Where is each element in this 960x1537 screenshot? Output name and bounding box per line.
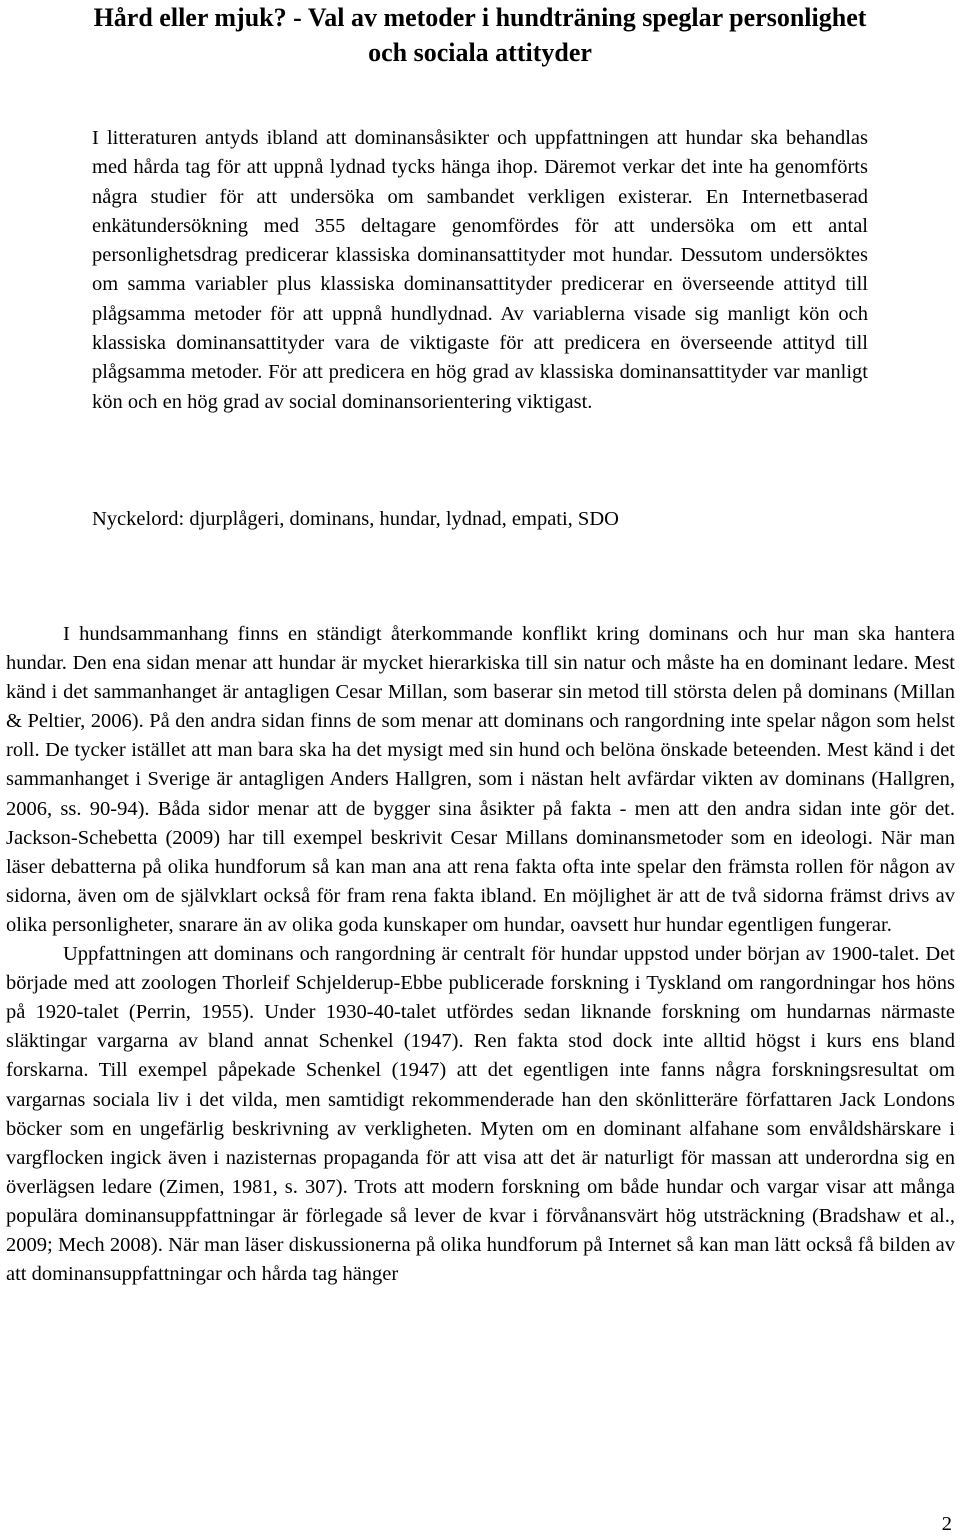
abstract: I litteraturen antyds ibland att dominansåsikter och uppfattningen att hundar ska behandlas med hårda tag för att uppnå lydnad tycks hänga ihop. Däremot verkar det inte ha genomförts några studier för att undersöka om sambandet verkligen existerar. En Internetbaserad enkätundersökning med 355 deltagare genomfördes för att undersöka om ett antal personlighetsdrag predicerar klassiska dominansattityder mot hundar. Dessutom undersöktes om samma variabler plus klassiska dominansattityder predicerar en överseende attityd till plågsamma metoder för att uppnå hundlydnad. Av variablerna visade sig manligt kön och klassiska dominansattityder vara de viktigaste för att predicera en överseende attityd till plågsamma metoder. För att predicera en hög grad av klassiska dominansattityder var manligt kön och en hög grad av social dominansorientering viktigast.: [92, 127, 868, 413]
body-text: [6, 620, 955, 1289]
keywords: Nyckelord: djurplågeri, dominans, hundar, lydnad, empati, SDO: [92, 508, 619, 530]
page-title: Hård eller mjuk? - Val av metoder i hundträning speglar personlighet och sociala attityder: [93, 3, 867, 67]
paragraph: Uppfattningen att dominans och rangordning är centralt för hundar uppstod under början av 1900-talet. Det började med att zoologen Thorleif Schjelderup-Ebbe publicerade forskning i Tyskland om rangordningar hos höns på 1920-talet (Perrin, 1955). Under 1930-40-talet utfördes sedan liknande forskning om hundarnas närmaste släktingar vargarna av bland annat Schenkel (1947). Ren fakta stod dock inte alltid högst i kurs ens bland forskarna. Till exempel påpekade Schenkel (1947) att det egentligen inte fanns några forskningsresultat om vargarnas sociala liv i det vilda, men samtidigt rekommenderade han den skönlitteräre författaren Jack Londons böcker som en ungefärlig beskrivning av verkligheten. Myten om en dominant alfahane som envåldshärskare i vargflocken ingick även i nazisternas propaganda för att visa att det är naturligt för massan att underordna sig en överlägsen ledare (Zimen, 1981, s. 307). Trots att modern forskning om både hundar och vargar visar att många populära dominansuppfattningar är förlegade så lever de kvar i förvånansvärt hög utsträckning (Bradshaw et al., 2009; Mech 2008). När man läser diskussionerna på olika hundforum på Internet så kan man lätt också få bilden av att dominansuppfattningar och hårda tag hänger: [6, 943, 955, 1286]
page-number: 2: [941, 1513, 952, 1535]
paragraph: I hundsammanhang finns en ständigt återkommande konflikt kring dominans och hur man ska hantera hundar. Den ena sidan menar att hundar är mycket hierarkiska till sin natur och måste ha en dominant ledare. Mest känd i det sammanhanget är antagligen Cesar Millan, som baserar sin metod till största delen på dominans (Millan & Peltier, 2006). På den andra sidan finns de som menar att dominans och rangordning inte spelar någon som helst roll. De tycker istället att man bara ska ha det mysigt med sin hund och belöna önskade beteenden. Mest känd i det sammanhanget i Sverige är antagligen Anders Hallgren, som i nästan helt avfärdar vikten av dominans (Hallgren, 2006, ss. 90-94). Båda sidor menar att de bygger sina åsikter på fakta - men att den andra sidan inte gör det. Jackson-Schebetta (2009) har till exempel beskrivit Cesar Millans dominansmetoder som en ideologi. När man läser debatterna på olika hundforum så kan man ana att rena fakta ofta inte spelar den främsta rollen för någon av sidorna, även om de självklart också för fram rena fakta ibland. En möjlighet är att de två sidorna främst drivs av olika personligheter, snarare än av olika goda kunskaper om hundar, oavsett hur hundar egentligen fungerar.: [6, 623, 955, 936]
